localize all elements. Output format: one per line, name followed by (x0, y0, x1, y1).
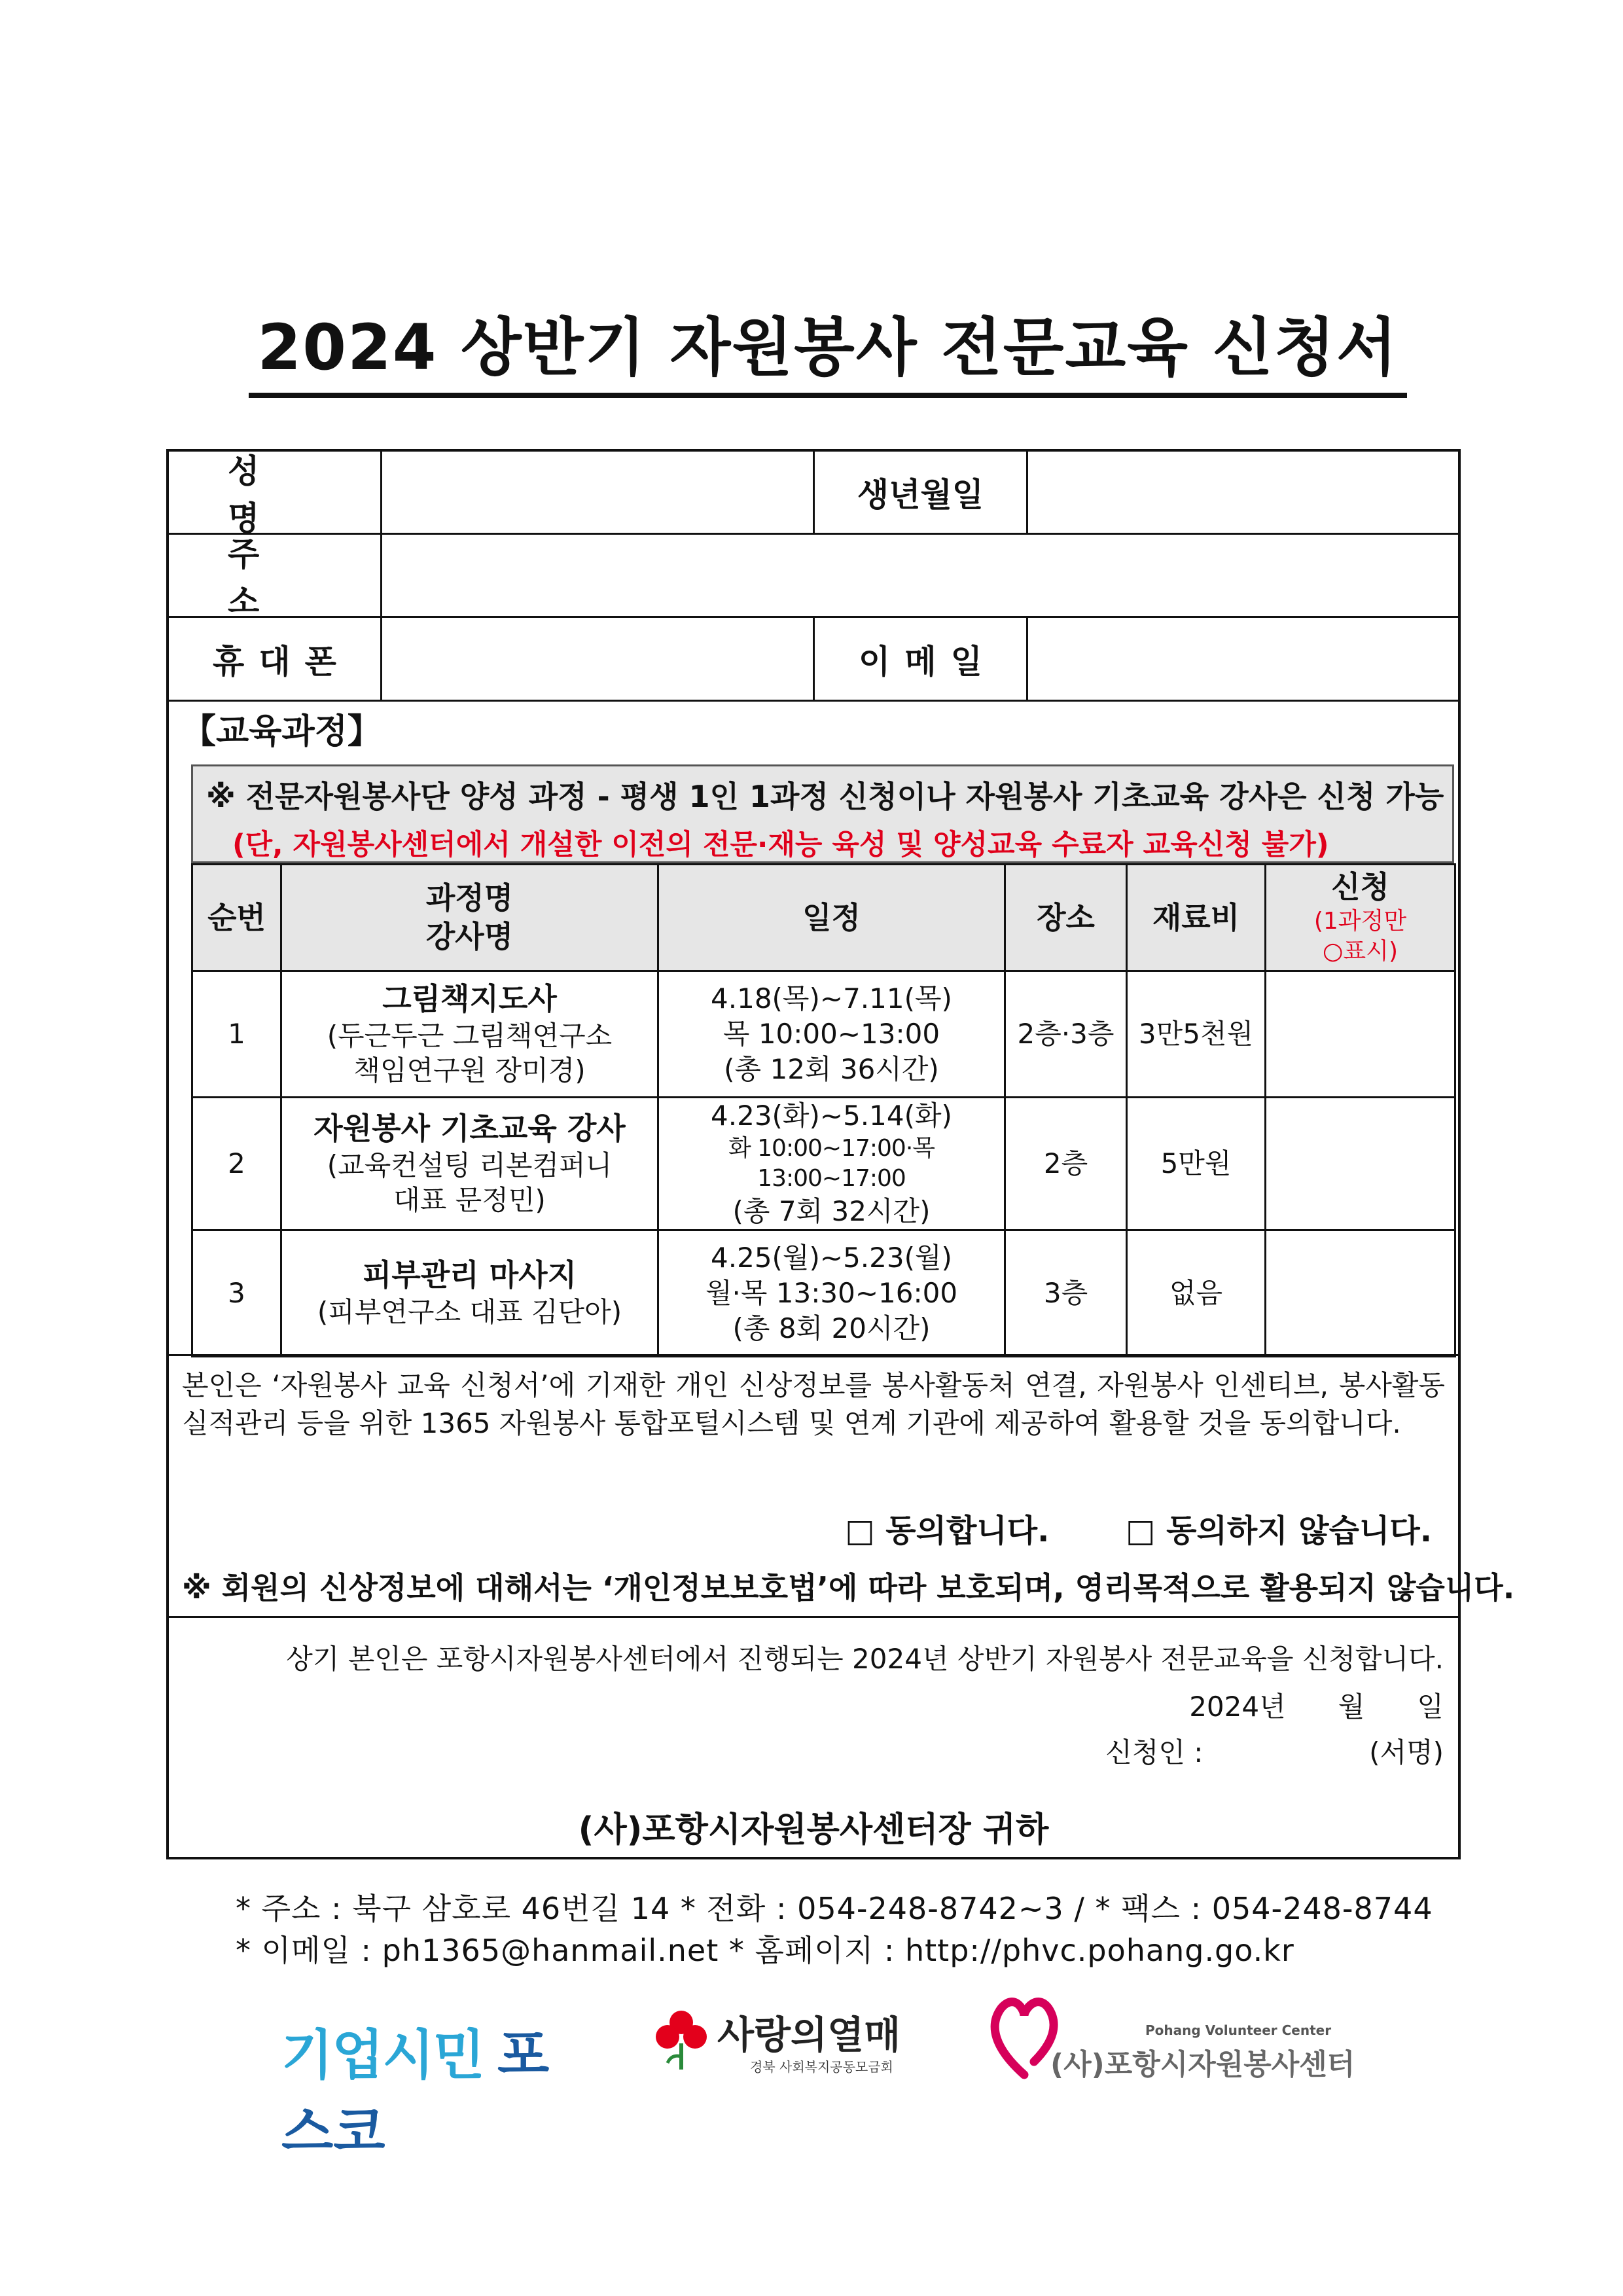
header-course-name: 과정명 (425, 880, 514, 916)
addressee: (사)포항시자원봉사센터장 귀하 (578, 1810, 1049, 1850)
course-cell (281, 1230, 658, 1356)
footer-contact: * 주소 : 북구 삼호로 46번길 14 * 전화 : 054-248-8742~3 / * 팩스 : 054-248-8744 (236, 1891, 1433, 1926)
header-fee: 재료비 (1127, 865, 1266, 971)
header-apply-label: 신청 (1331, 869, 1389, 905)
email-field[interactable] (1028, 618, 1458, 700)
course-name: 피부관리 마사지 (362, 1257, 577, 1293)
table-bottom-rule (169, 1343, 1458, 1356)
footer-web: * 이메일 : ph1365@hanmail.net * 홈페이지 : http://phvc.pohang.go.kr (236, 1933, 1294, 1968)
course-table (191, 863, 1456, 1357)
schedule-cell (658, 971, 1005, 1098)
notice-line-2: (단, 자원봉사센터에서 개설한 이전의 전문·재능 육성 및 양성교육 수료자 교육신청 불가) (232, 829, 1329, 861)
posco-logo (281, 2013, 596, 2163)
posco-logo-text-a: 기업시민 (281, 2024, 484, 2087)
love-fruit-logo (652, 2004, 927, 2083)
row-no: 2 (192, 1098, 281, 1230)
fee-cell: 3만5천원 (1127, 971, 1266, 1098)
course-name: 자원봉사 기초교육 강사 (313, 1110, 626, 1146)
course-instructor-2: 대표 문정민) (393, 1184, 546, 1217)
course-notice (191, 764, 1454, 863)
place-cell: 2층·3층 (1005, 971, 1127, 1098)
course-cell (281, 1098, 658, 1230)
header-place: 장소 (1005, 865, 1127, 971)
schedule-time: 월·목 13:30~16:00 (705, 1276, 958, 1309)
birth-field[interactable] (1028, 452, 1458, 533)
schedule-dates: 4.25(월)~5.23(월) (711, 1242, 952, 1274)
apply-cell[interactable] (1266, 971, 1455, 1098)
header-apply (1266, 865, 1455, 971)
love-fruit-icon (652, 2004, 711, 2076)
header-schedule: 일정 (658, 865, 1005, 971)
table-row (192, 1230, 1455, 1356)
table-row (192, 971, 1455, 1098)
posco-logo-text-b: 포스코 (281, 2024, 550, 2163)
center-korean-name: (사)포항시자원봉사센터 (1050, 2048, 1355, 2081)
course-instructor-2: 책임연구원 장미경) (353, 1054, 586, 1087)
address-field[interactable] (382, 535, 1458, 616)
volunteer-center-logo (988, 1990, 1355, 2088)
name-label: 성명 (169, 452, 382, 533)
course-section-label: 【교육과정】 (182, 712, 382, 751)
course-instructor-1: (피부연구소 대표 김단아) (317, 1296, 622, 1329)
place-cell: 2층 (1005, 1098, 1127, 1230)
schedule-time: 화 10:00~17:00·목 13:00~17:00 (728, 1134, 935, 1192)
schedule-cell (658, 1230, 1005, 1356)
header-course (281, 865, 658, 971)
schedule-total: (총 12회 36시간) (724, 1052, 939, 1085)
apply-cell[interactable] (1266, 1230, 1455, 1356)
name-row (169, 452, 1458, 535)
row-no: 1 (192, 971, 281, 1098)
notice-line-1: ※ 전문자원봉사단 양성 과정 - 평생 1인 1과정 신청이나 자원봉사 기초교육 강사은 신청 가능 (206, 779, 1444, 814)
header-apply-note-1: (1과정만 (1313, 908, 1407, 935)
phone-label: 휴대폰 (169, 618, 382, 700)
schedule-dates: 4.18(목)~7.11(목) (711, 982, 952, 1015)
applicant-signature[interactable]: 신청인 : (서명) (1105, 1736, 1444, 1768)
disagree-checkbox[interactable]: □ 동의하지 않습니다. (1126, 1513, 1432, 1549)
course-table-header (192, 865, 1455, 971)
contact-row (169, 618, 1458, 702)
schedule-dates: 4.23(화)~5.14(화) (711, 1100, 952, 1132)
email-label: 이메일 (815, 618, 1028, 700)
birth-label: 생년월일 (815, 452, 1028, 533)
love-fruit-subtitle: 경북 사회복지공동모금회 (750, 2059, 893, 2075)
declaration-text: 상기 본인은 포항시자원봉사센터에서 진행되는 2024년 상반기 자원봉사 전문교육을 신청합니다. (286, 1643, 1444, 1675)
consent-text: 본인은 ‘자원봉사 교육 신청서’에 기재한 개인 신상정보를 봉사활동처 연결, 자원봉사 인센티브, 봉사활동 실적관리 등을 위한 1365 자원봉사 통합포털시스템 및 연계 기관에 제공하여 활용할 것을 동의합니다. (182, 1369, 1445, 1439)
schedule-total: (총 7회 32시간) (732, 1194, 931, 1227)
course-instructor-1: (교육컨설팅 리본컴퍼니 (327, 1149, 613, 1181)
schedule-total: (총 8회 20시간) (732, 1312, 931, 1344)
fee-cell: 5만원 (1127, 1098, 1266, 1230)
date-line[interactable]: 2024년 월 일 (1189, 1691, 1444, 1723)
address-row (169, 535, 1458, 618)
course-cell (281, 971, 658, 1098)
privacy-warning: ※ 회원의 신상정보에 대해서는 ‘개인정보보호법’에 따라 보호되며, 영리목적으로 활용되지 않습니다. (182, 1570, 1515, 1605)
schedule-cell (658, 1098, 1005, 1230)
consent-section (169, 1356, 1515, 1618)
fee-cell: 없음 (1127, 1230, 1266, 1356)
course-name: 그림책지도사 (382, 980, 557, 1016)
header-no: 순번 (192, 865, 281, 971)
header-apply-note-2: ○표시) (1322, 938, 1398, 965)
application-form (166, 449, 1515, 1859)
schedule-time: 목 10:00~13:00 (722, 1018, 940, 1050)
header-instructor: 강사명 (425, 919, 514, 954)
table-row (192, 1098, 1455, 1230)
page-title: 2024 상반기 자원봉사 전문교육 신청서 (249, 298, 1407, 398)
heart-icon (988, 1990, 1060, 2081)
agree-checkbox[interactable]: □ 동의합니다. (845, 1513, 1050, 1549)
address-label: 주소 (169, 535, 382, 616)
phone-field[interactable] (382, 618, 815, 700)
course-instructor-1: (두근두근 그림책연구소 (327, 1019, 613, 1052)
love-fruit-title: 사랑의열매 (717, 2013, 901, 2057)
name-field[interactable] (382, 452, 815, 533)
place-cell: 3층 (1005, 1230, 1127, 1356)
row-no: 3 (192, 1230, 281, 1356)
apply-cell[interactable] (1266, 1098, 1455, 1230)
consent-choices (779, 1505, 1432, 1551)
center-english-name: Pohang Volunteer Center (1145, 2022, 1332, 2038)
